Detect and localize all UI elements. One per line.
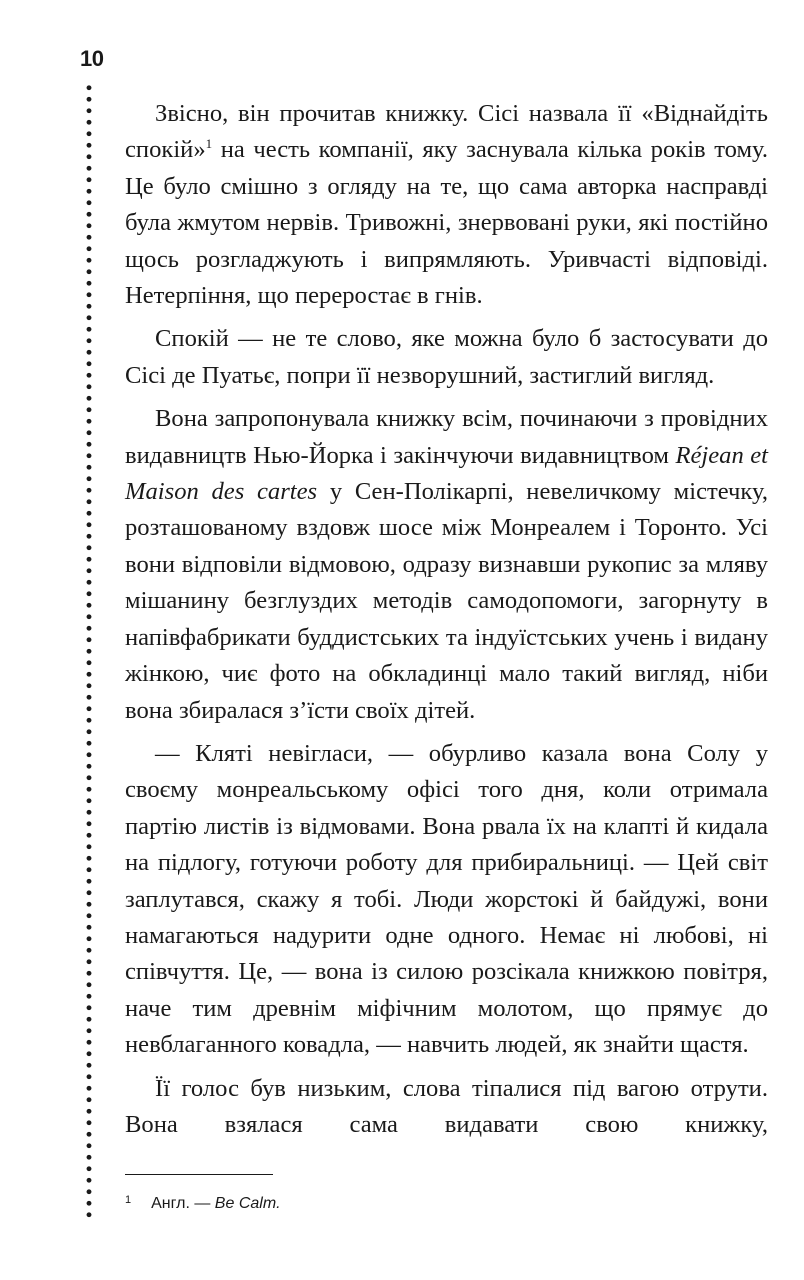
paragraph-3-text-start: Вона запропонувала книжку всім, починаючи з провідних видавництв Нью-Йорка і закінчуючи видавництвом <box>125 405 768 469</box>
paragraph-5: Її голос був низьким, слова тіпалися під вагою отрути. Вона взялася сама видавати свою книжку, <box>125 1074 768 1138</box>
body-text <box>125 96 768 1150</box>
footnote-language: Англ. — <box>151 1195 215 1212</box>
footnote-mark: 1 <box>125 1194 132 1206</box>
paragraph-1 <box>125 96 768 314</box>
paragraph-3-text-end: у Сен-Полікарпі, невеличкому містечку, розташованому вздовж шосе між Монреалем і Торонто. Усі вони відповіли відмовою, одразу визнавши рукопис за мляву мішанину безглуздих методів самодопомоги, загорнуту в напівфабрикати буддистських та індуїстських учень і видану жінкою, чиє фото на обкладинці мало такий вигляд, ніби вона збиралася з’їсти своїх дітей. <box>125 478 768 724</box>
paragraph-2: Спокій — не те слово, яке можна було б застосувати до Сісі де Пуатьє, попри її незворушний, застиглий вигляд. <box>125 325 768 389</box>
footnote-reference: 1 <box>205 136 213 152</box>
paragraph-1-text-start: Звісно, він прочитав книжку. Сісі назвала її «Віднайдіть спокій» <box>125 100 768 164</box>
footnote-divider <box>125 1174 273 1175</box>
page-number: 10 <box>80 46 104 71</box>
paragraph-3 <box>125 401 768 729</box>
footnote <box>125 1190 281 1214</box>
publisher-name: Réjean et Maison des cartes <box>125 441 768 506</box>
dotted-margin-rule <box>86 82 92 1222</box>
paragraph-4: — Кляті невігласи, — обурливо казала вона Солу у своєму монреальському офісі того дня, коли отримала партію листів із відмовами. Вона рвала їх на клапті й кидала на підлогу, готуючи роботу для прибиральниці. — Цей світ заплутався, скажу я тобі. Люди жорстокі й байдужі, вони намагаються надурити одне одного. Немає ні любові, ні співчуття. Це, — вона із силою розсікала книжкою повітря, наче тим древнім міфічним молотом, що прямує до невблаганного ковадла, — навчить людей, як знайти щастя. <box>125 739 768 1059</box>
footnote-text: Be Calm. <box>214 1195 281 1212</box>
paragraph-1-text-end: на честь компанії, яку заснувала кілька років тому. Це було смішно з огляду на те, що сама авторка насправді була жмутом нервів. Тривожні, знервовані руки, які постійно щось розгладжують і випрямляють. Уривчасті відповіді. Нетерпіння, що переростає в гнів. <box>125 136 768 310</box>
